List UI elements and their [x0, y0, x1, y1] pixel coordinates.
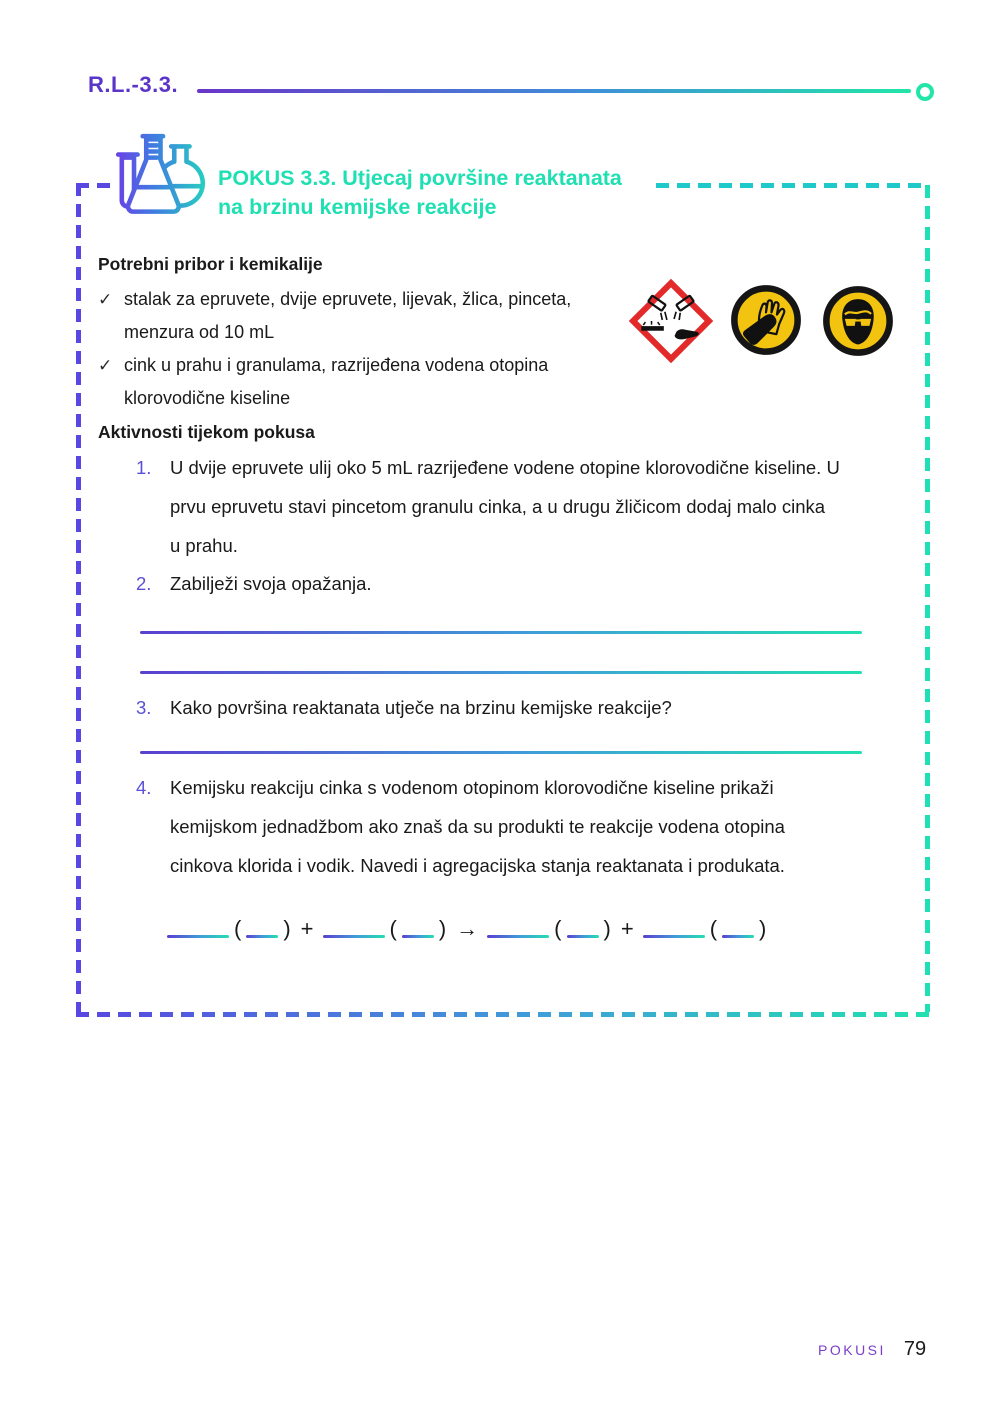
step-text: u prahu. [170, 535, 238, 556]
close-paren: ) [438, 916, 447, 941]
worksheet-border-left [76, 183, 81, 1017]
chemical-equation-blanks [165, 912, 769, 944]
wear-gloves-icon [730, 284, 802, 356]
materials-list [98, 283, 571, 415]
answer-line [140, 631, 862, 634]
equation-blank [246, 935, 278, 938]
materials-item-text: stalak za epruvete, dvije epruvete, lijevak, žlica, pinceta, [124, 289, 572, 309]
step-text: Zabilježi svoja opažanja. [170, 573, 372, 594]
step-text: kemijskom jednadžbom ako znaš da su produkti te reakcije vodena otopina [170, 816, 785, 837]
wear-goggles-icon [822, 285, 894, 357]
worksheet-border-top-right [656, 183, 926, 188]
close-paren: ) [603, 916, 611, 941]
materials-item-text: menzura od 10 mL [124, 322, 275, 342]
step-text: cinkova klorida i vodik. Navedi i agregacijska stanja reaktanata i produkata. [170, 855, 785, 876]
materials-item [98, 349, 571, 415]
activity-step-2 [136, 564, 372, 603]
equation-blank [567, 935, 599, 938]
page-footer [818, 1338, 926, 1361]
worksheet-border-bottom [76, 1012, 930, 1017]
equation-blank [323, 935, 385, 938]
worksheet-border-top-left [76, 183, 116, 188]
footer-section-label: POKUSI [818, 1342, 886, 1358]
experiment-title-line2: na brzinu kemijske reakcije [218, 195, 497, 219]
lesson-code: R.L.-3.3. [88, 72, 179, 97]
equation-blank [487, 935, 549, 938]
step-number: 1. [136, 457, 152, 478]
equation-blank [643, 935, 705, 938]
activity-step-3 [136, 688, 672, 727]
header-rule-end-dot [916, 83, 934, 101]
activity-step-1 [136, 448, 840, 565]
step-text: Kako površina reaktanata utječe na brzinu kemijske reakcije? [170, 697, 672, 718]
checkmark-icon: ✓ [98, 356, 113, 375]
step-number: 2. [136, 573, 152, 594]
materials-item [98, 283, 571, 349]
close-paren: ) [759, 916, 767, 941]
step-text: prvu epruvetu stavi pincetom granulu cinka, a u drugu žličicom dodaj malo cinka [170, 496, 826, 517]
materials-item-text: cink u prahu i granulama, razrijeđena vodena otopina [124, 355, 549, 375]
plus-sign: + [620, 916, 634, 941]
equation-blank [402, 935, 434, 938]
step-text: U dvije epruvete ulij oko 5 mL razrijeđene vodene otopine klorovodične kiseline. U [170, 457, 840, 478]
chemistry-flasks-icon [106, 124, 214, 232]
answer-line [140, 751, 862, 754]
header-rule [197, 89, 911, 93]
plus-sign: + [300, 916, 314, 941]
activity-step-4 [136, 768, 785, 885]
close-paren: ) [283, 916, 291, 941]
step-text: Kemijsku reakciju cinka s vodenom otopinom klorovodične kiseline prikaži [170, 777, 774, 798]
step-number: 3. [136, 697, 152, 718]
equation-blank [722, 935, 754, 938]
reaction-arrow: → [456, 916, 479, 941]
materials-item-text: klorovodične kiseline [124, 388, 291, 408]
open-paren: ( [709, 916, 718, 941]
answer-line [140, 671, 862, 674]
corrosive-hazard-icon [629, 279, 713, 363]
experiment-title [218, 164, 622, 222]
page-number: 79 [903, 1338, 927, 1360]
activities-heading: Aktivnosti tijekom pokusa [98, 422, 315, 442]
experiment-title-line1: POKUS 3.3. Utjecaj površine reaktanata [218, 166, 622, 190]
equation-blank [167, 935, 229, 938]
materials-heading: Potrebni pribor i kemikalije [98, 254, 323, 274]
checkmark-icon: ✓ [98, 290, 113, 309]
worksheet-border-right [925, 185, 930, 1017]
step-number: 4. [136, 777, 152, 798]
open-paren: ( [234, 916, 242, 941]
open-paren: ( [554, 916, 562, 941]
open-paren: ( [389, 916, 397, 941]
